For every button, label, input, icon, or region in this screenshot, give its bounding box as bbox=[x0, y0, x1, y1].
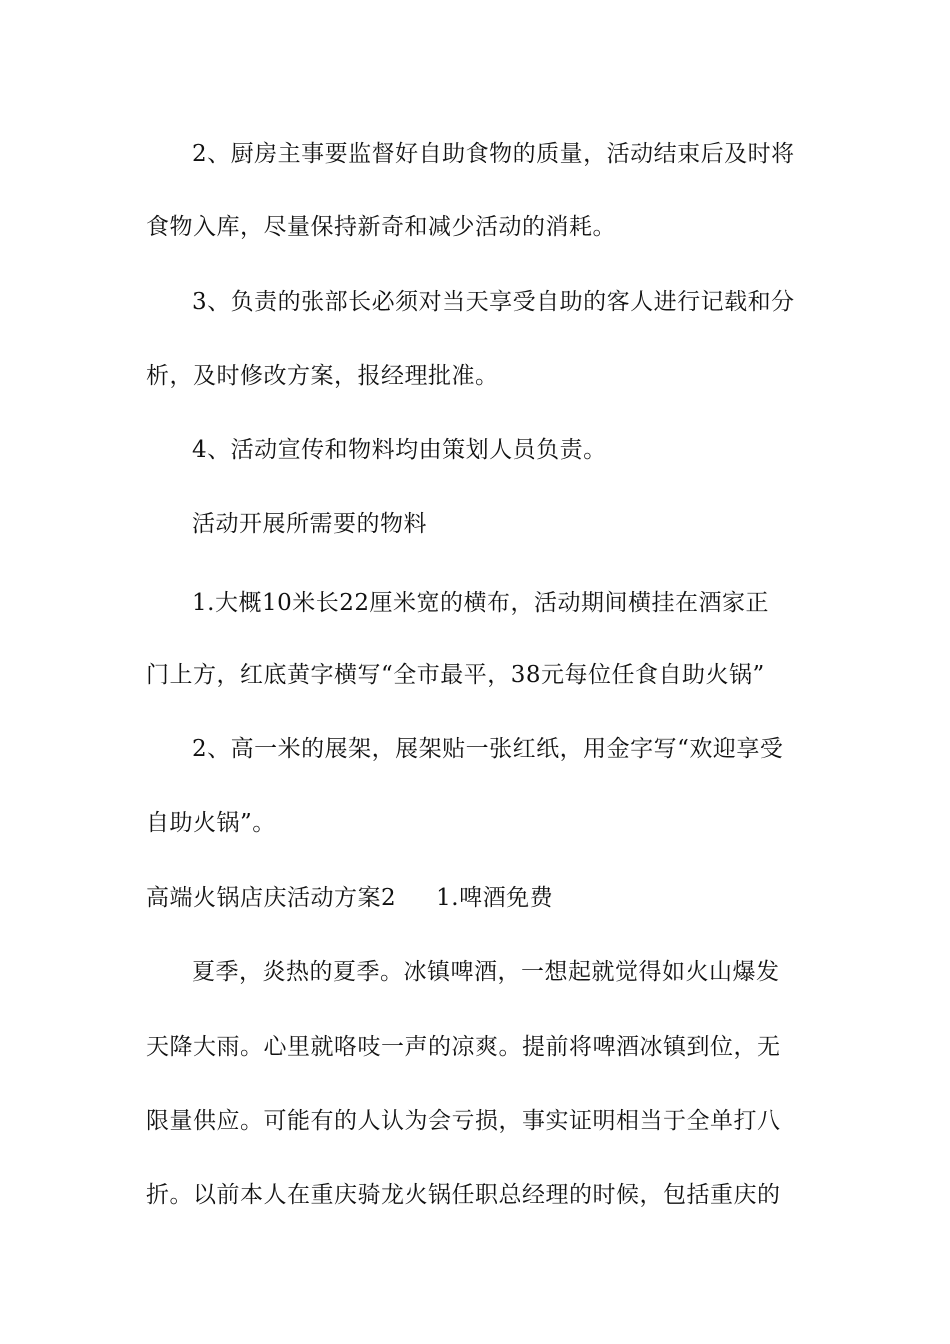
paragraph-line: 限量供应。可能有的人认为会亏损，事实证明相当于全单打八 bbox=[146, 1108, 781, 1134]
paragraph-line: 析，及时修改方案，报经理批准。 bbox=[146, 363, 499, 389]
section-label: 活动开展所需要的物料 bbox=[192, 511, 427, 537]
paragraph-line: 1.大概10米长22厘米宽的横布，活动期间横挂在酒家正 bbox=[192, 590, 769, 616]
paragraph-line: 2、厨房主事要监督好自助食物的质量，活动结束后及时将 bbox=[192, 141, 795, 167]
paragraph-line: 自助火锅”。 bbox=[146, 810, 276, 836]
paragraph-line: 2、高一米的展架，展架贴一张红纸，用金字写“欢迎享受 bbox=[192, 736, 784, 762]
paragraph-line: 4、活动宣传和物料均由策划人员负责。 bbox=[192, 437, 607, 463]
heading-subtitle: 1.啤酒免费 bbox=[436, 885, 554, 911]
paragraph-line: 夏季，炎热的夏季。冰镇啤酒，一想起就觉得如火山爆发 bbox=[192, 959, 780, 985]
paragraph-line: 3、负责的张部长必须对当天享受自助的客人进行记载和分 bbox=[192, 289, 795, 315]
section-heading bbox=[146, 883, 553, 913]
heading-title: 高端火锅店庆活动方案2 bbox=[146, 885, 397, 911]
paragraph-line: 食物入库，尽量保持新奇和减少活动的消耗。 bbox=[146, 214, 616, 240]
paragraph-line: 折。以前本人在重庆骑龙火锅任职总经理的时候，包括重庆的 bbox=[146, 1182, 781, 1208]
paragraph-line: 天降大雨。心里就咯吱一声的凉爽。提前将啤酒冰镇到位，无 bbox=[146, 1034, 781, 1060]
paragraph-line: 门上方，红底黄字横写“全市最平，38元每位任食自助火锅” bbox=[146, 662, 765, 688]
